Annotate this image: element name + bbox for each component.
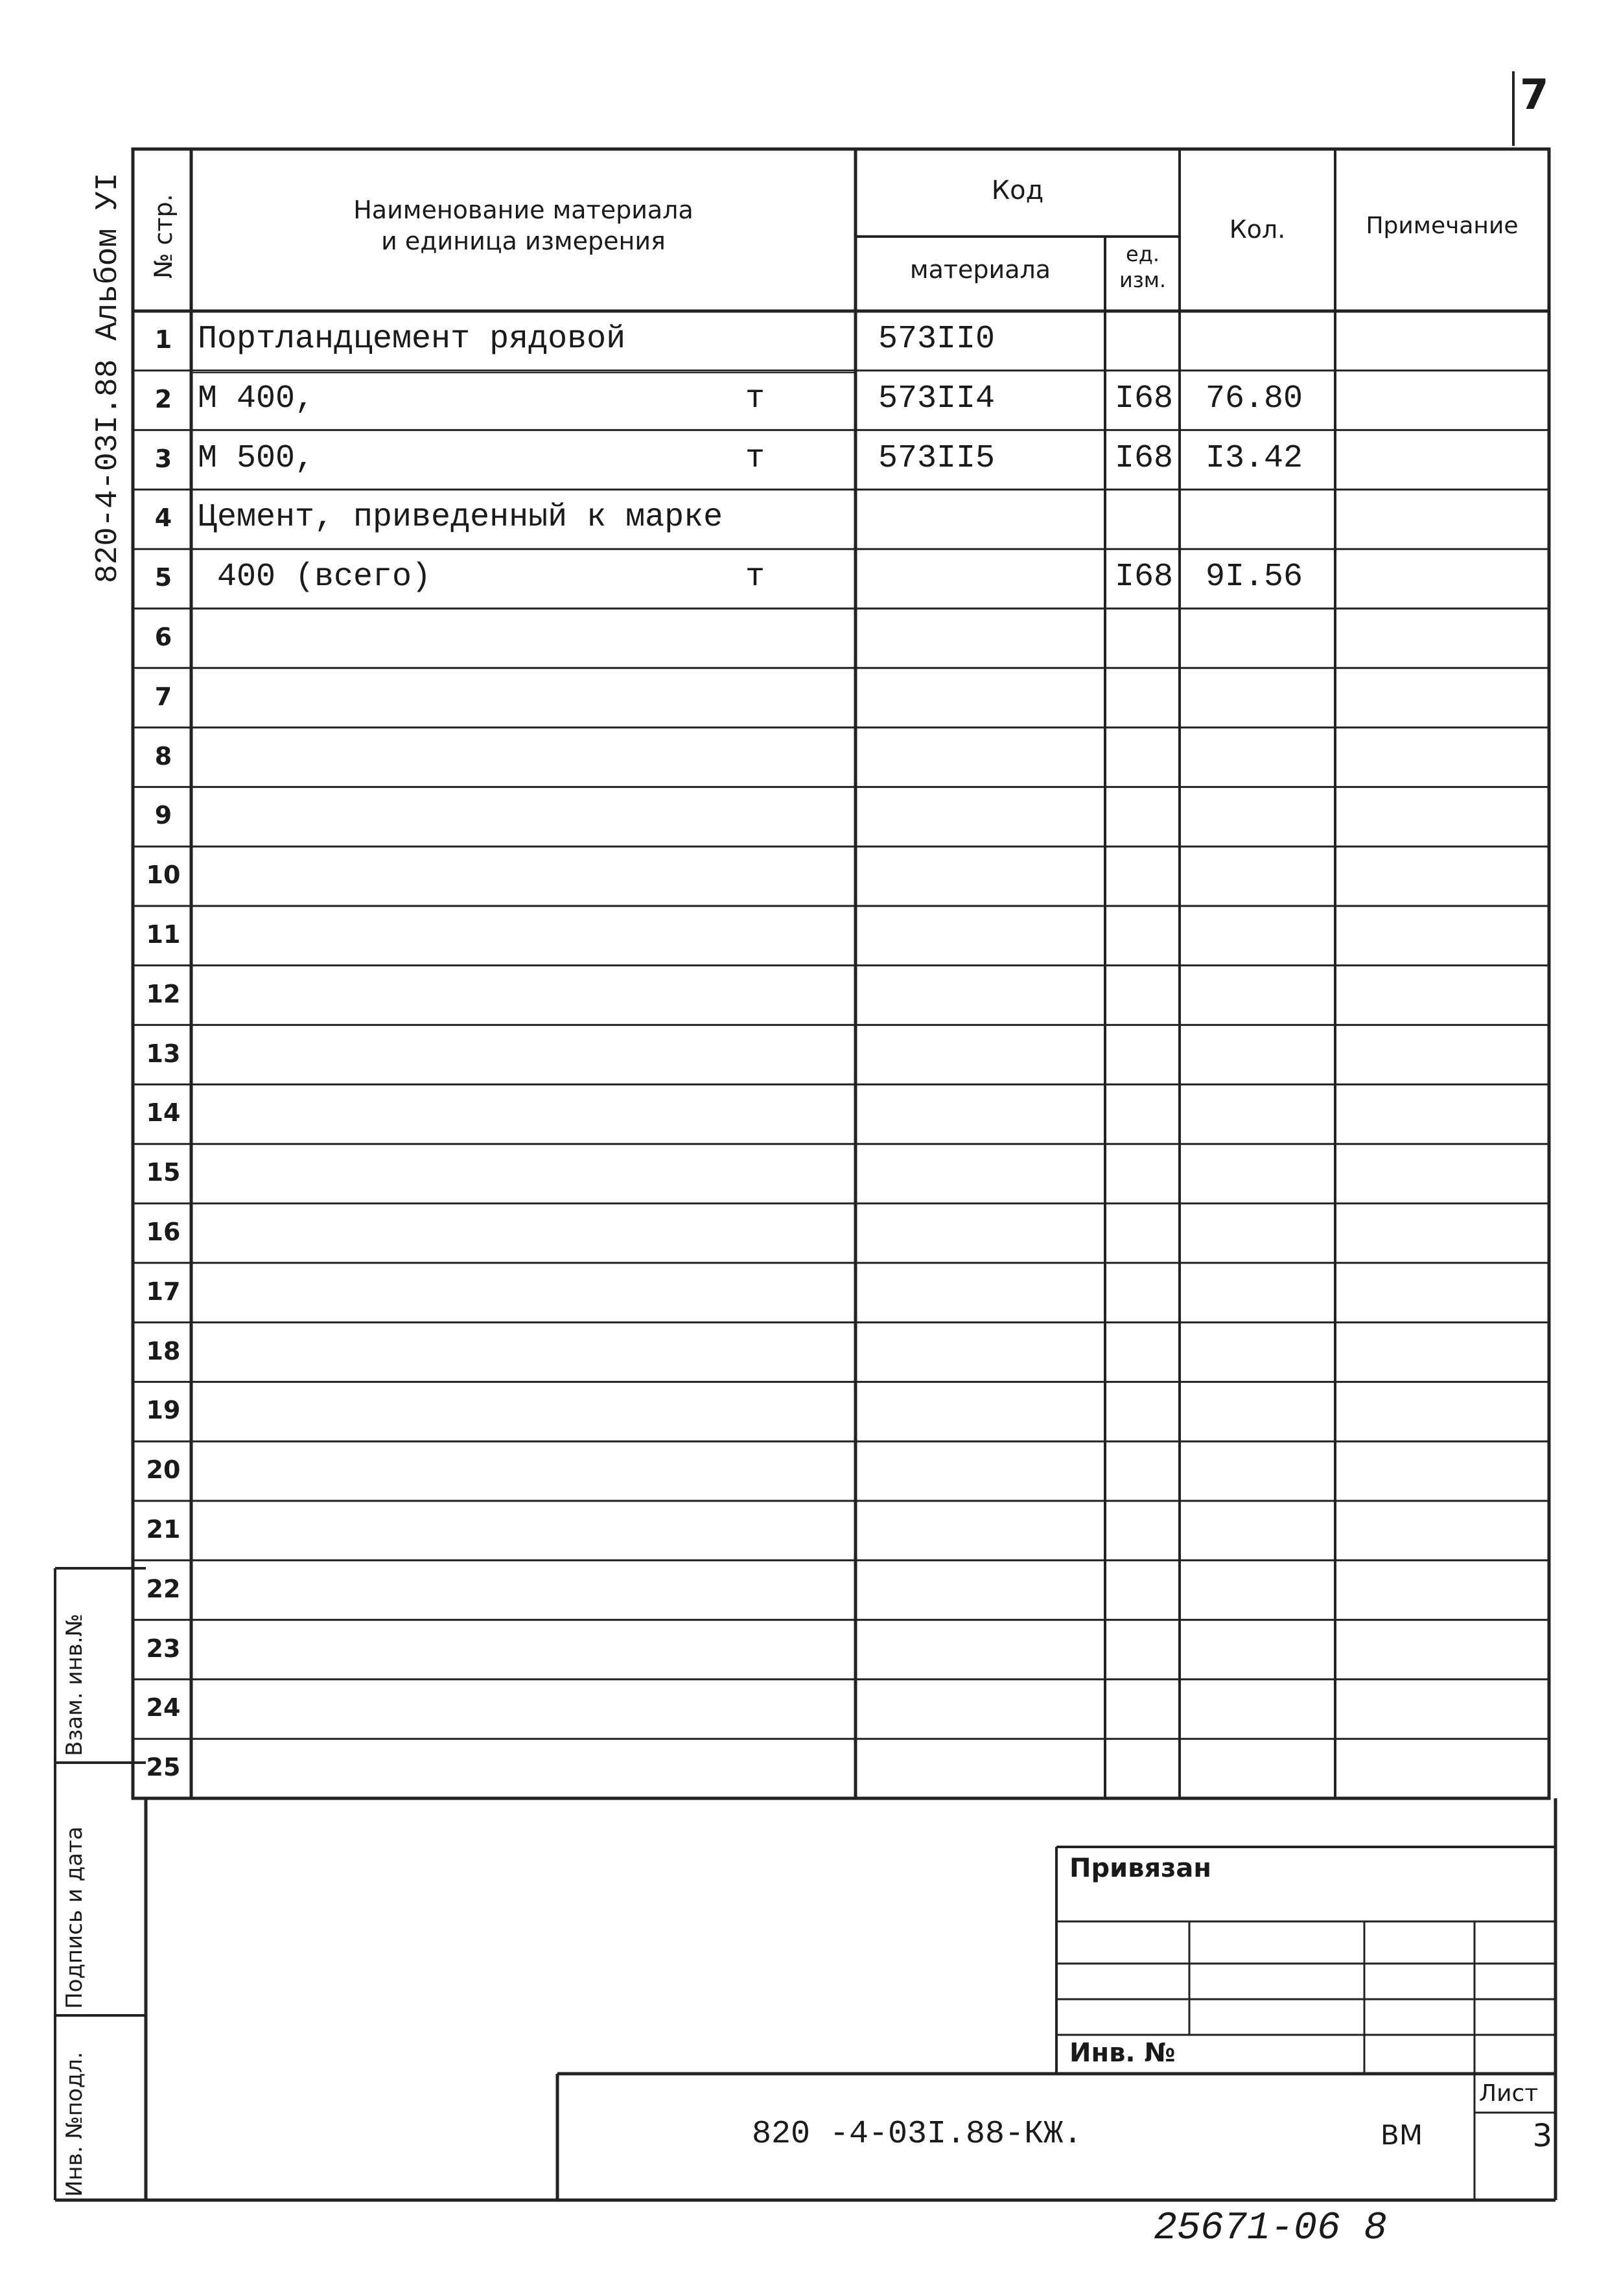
row-number: 21 [146,1515,181,1544]
row-item-unit: т [745,380,765,417]
row-number: 5 [154,563,172,592]
row-number: 20 [146,1455,181,1485]
row-item-name: М 500, [198,439,315,477]
row-number: 14 [146,1098,181,1128]
row-number: 8 [154,741,172,771]
row-number: 7 [154,682,172,711]
stamp-bound-label: Привязан [1069,1853,1212,1883]
row-unit-code: I68 [1114,439,1173,477]
handwritten-note: 25671-06 8 [1154,2207,1388,2251]
row-number: 13 [146,1039,181,1068]
row-number: 19 [146,1396,181,1425]
sheet-number: 3 [1532,2118,1552,2154]
header-row-number: № стр. [149,194,178,279]
row-item-name: Портландцемент рядовой [198,321,626,358]
row-number: 16 [146,1218,181,1246]
stamp-signature-date: Подпись и дата [62,1826,87,2009]
stamp-inv-original: Инв. №подл. [62,2052,87,2197]
row-item-unit: т [745,439,765,477]
row-number: 3 [154,444,172,473]
stamp-inv-no-label: Инв. № [1069,2038,1176,2068]
row-number: 4 [154,504,172,533]
row-unit-code: I68 [1114,380,1173,417]
row-number: 11 [146,920,181,949]
row-quantity: 76.80 [1205,380,1303,417]
sheet-mark: 7 [1520,71,1549,119]
row-number: 25 [146,1753,181,1782]
row-number: 1 [154,325,172,354]
row-number: 2 [154,384,172,413]
document-type: ВМ [1381,2119,1423,2151]
row-item-name: 400 (всего) [198,559,432,596]
row-number: 15 [146,1158,181,1187]
header-material-name: Наименование материала и единица измерения [353,196,693,255]
row-item-unit: т [745,559,765,596]
document-code: 820 -4-03I.88-КЖ. [752,2116,1083,2153]
row-number: 9 [154,801,172,830]
row-material-code: 573II4 [878,380,996,417]
row-material-code: 573II5 [878,439,996,477]
row-number: 10 [146,861,181,890]
row-item-name: М 400, [198,380,315,417]
header-code-unit: ед. изм. [1119,242,1167,292]
row-unit-code: I68 [1114,559,1173,596]
row-item-name: Цемент, приведенный к марке [198,499,723,537]
header-code: Код [991,176,1044,205]
row-quantity: 9I.56 [1205,559,1303,596]
sheet-label: Лист [1479,2080,1539,2107]
row-number: 12 [146,979,181,1008]
side-album-label: 820-4-03I.88 Альбом УI [91,172,126,583]
header-quantity: Кол. [1229,215,1286,244]
row-quantity: I3.42 [1205,439,1303,477]
row-number: 17 [146,1277,181,1306]
row-material-code: 573II0 [878,321,996,358]
row-number: 18 [146,1336,181,1365]
row-number: 22 [146,1574,181,1603]
row-number: 6 [154,623,172,651]
stamp-interchange-inv: Взам. инв.№ [62,1613,87,1756]
row-number: 24 [146,1693,181,1722]
row-number: 23 [146,1634,181,1663]
header-code-material: материала [909,255,1051,284]
header-note: Примечание [1366,213,1519,239]
